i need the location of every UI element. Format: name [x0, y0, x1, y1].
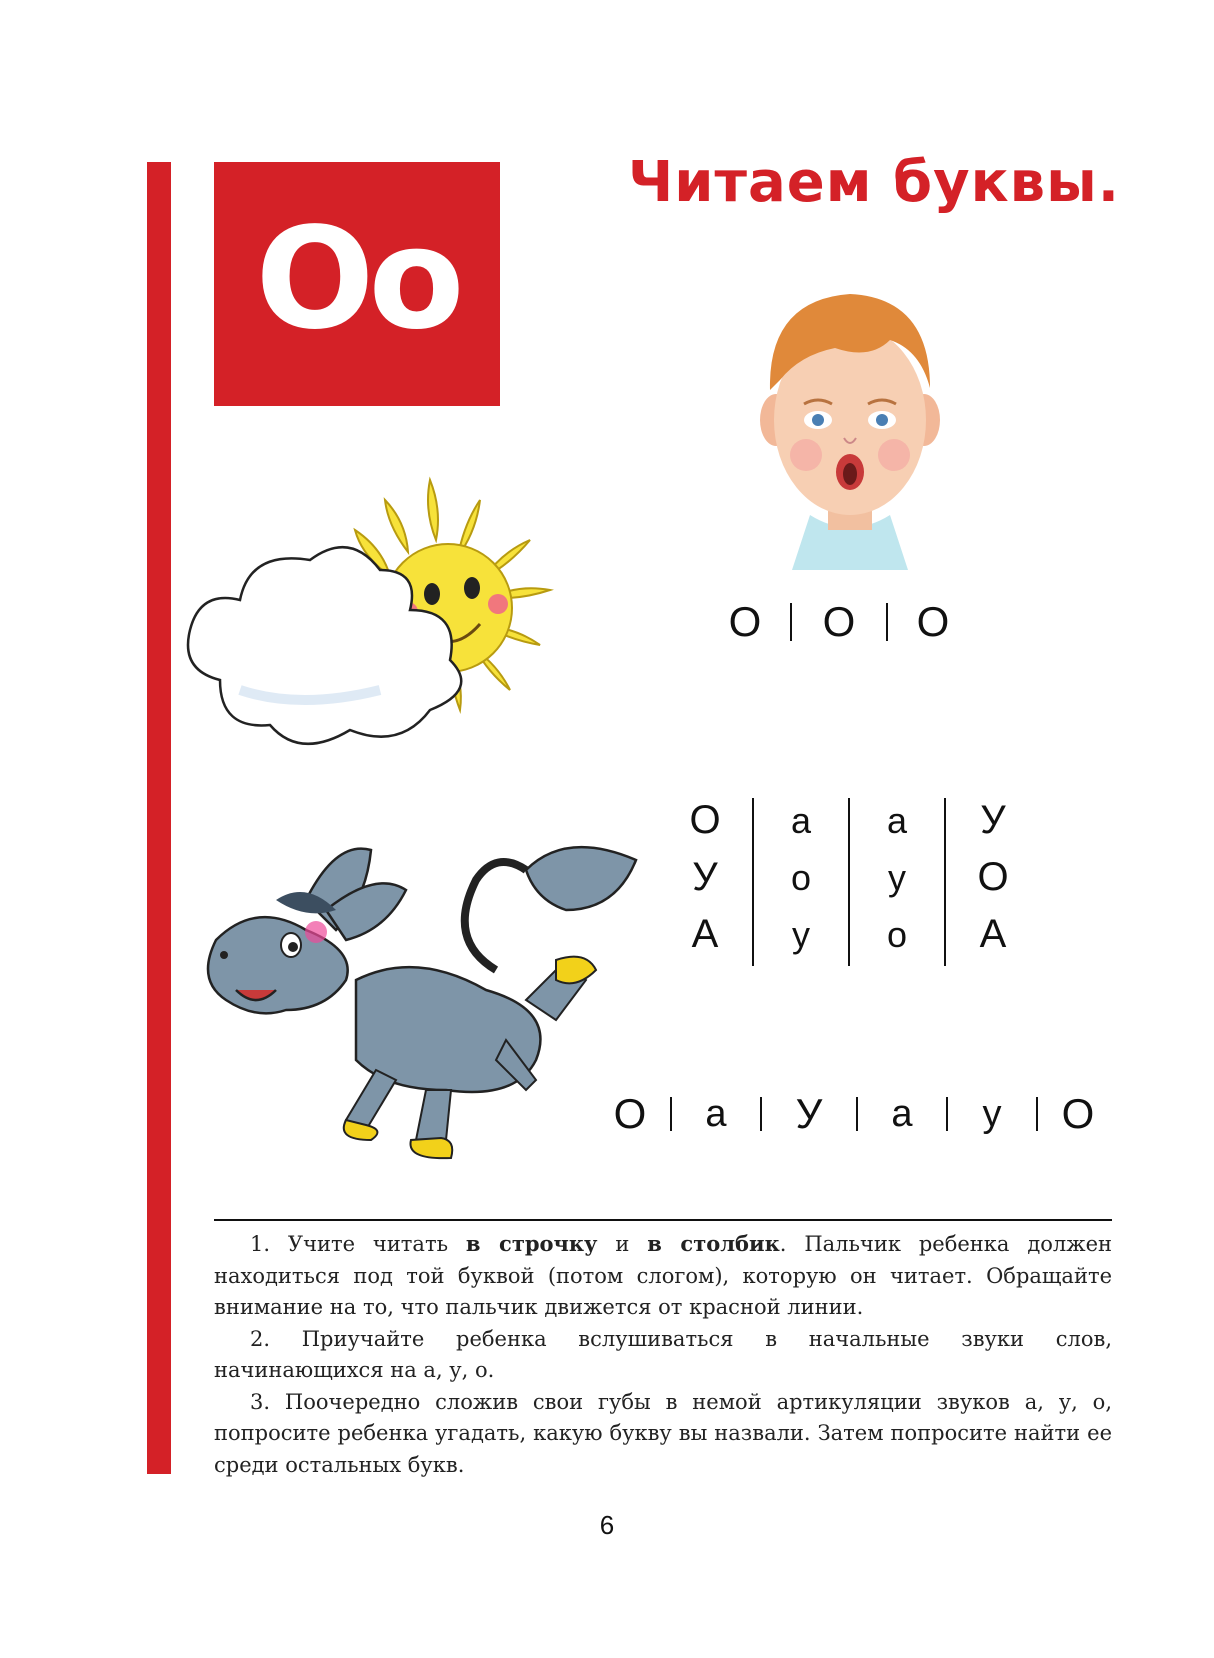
column-letter: А	[979, 912, 1007, 956]
row3-letter: у	[982, 1092, 1002, 1135]
column-letter: у	[888, 857, 906, 898]
column-letter: У	[692, 855, 718, 899]
letter-box-text: Оо	[255, 198, 459, 361]
sun-cloud-illustration	[180, 460, 640, 770]
column-4	[946, 792, 1040, 966]
row1-letter: О	[728, 598, 762, 645]
row3-letter: а	[891, 1092, 913, 1135]
row3-letter: О	[613, 1090, 647, 1137]
column-1	[658, 792, 752, 966]
page-number: 6	[599, 1510, 615, 1540]
letter-row-1	[700, 598, 978, 646]
note-1: 1. Учите читать в строчку и в столбик. Пальчик ребенка должен находиться под той буквой (потом слогом), которую он читает. Обращайте внимание на то, что пальчик движется от красной линии.	[214, 1231, 1112, 1319]
teacher-notes	[214, 1228, 1112, 1481]
row3-letter: а	[705, 1092, 727, 1135]
column-2	[754, 792, 848, 966]
column-3	[850, 792, 944, 966]
row3-letter: У	[795, 1090, 823, 1137]
column-letter: О	[689, 798, 721, 842]
letter-row-3	[590, 1090, 1118, 1138]
notes-divider	[214, 1219, 1112, 1221]
column-letter: о	[790, 857, 812, 898]
note-2: 2. Приучайте ребенка вслушиваться в начальные звуки слов, начинающихся на а, у, о.	[214, 1326, 1112, 1382]
column-letter: У	[980, 798, 1006, 842]
column-letter: а	[886, 800, 908, 841]
row3-letter: О	[1061, 1090, 1095, 1137]
letter-box	[214, 162, 500, 406]
column-letter: А	[691, 912, 719, 956]
note-3: 3. Поочередно сложив свои губы в немой артикуляции звуков а, у, о, попросите ребенка угадать, какую букву вы назвали. Затем попросите найти ее среди остальных букв.	[214, 1389, 1112, 1477]
letter-columns	[658, 792, 1040, 966]
column-letter: у	[792, 914, 810, 955]
page-title: Читаем буквы.	[628, 150, 1120, 215]
column-letter: о	[886, 914, 908, 955]
donkey-illustration	[196, 840, 656, 1170]
row1-letter: О	[916, 598, 950, 645]
row1-letter: О	[822, 598, 856, 645]
column-letter: О	[977, 855, 1009, 899]
red-margin-line	[147, 162, 171, 1474]
column-letter: а	[790, 800, 812, 841]
boy-face-illustration	[740, 270, 960, 580]
